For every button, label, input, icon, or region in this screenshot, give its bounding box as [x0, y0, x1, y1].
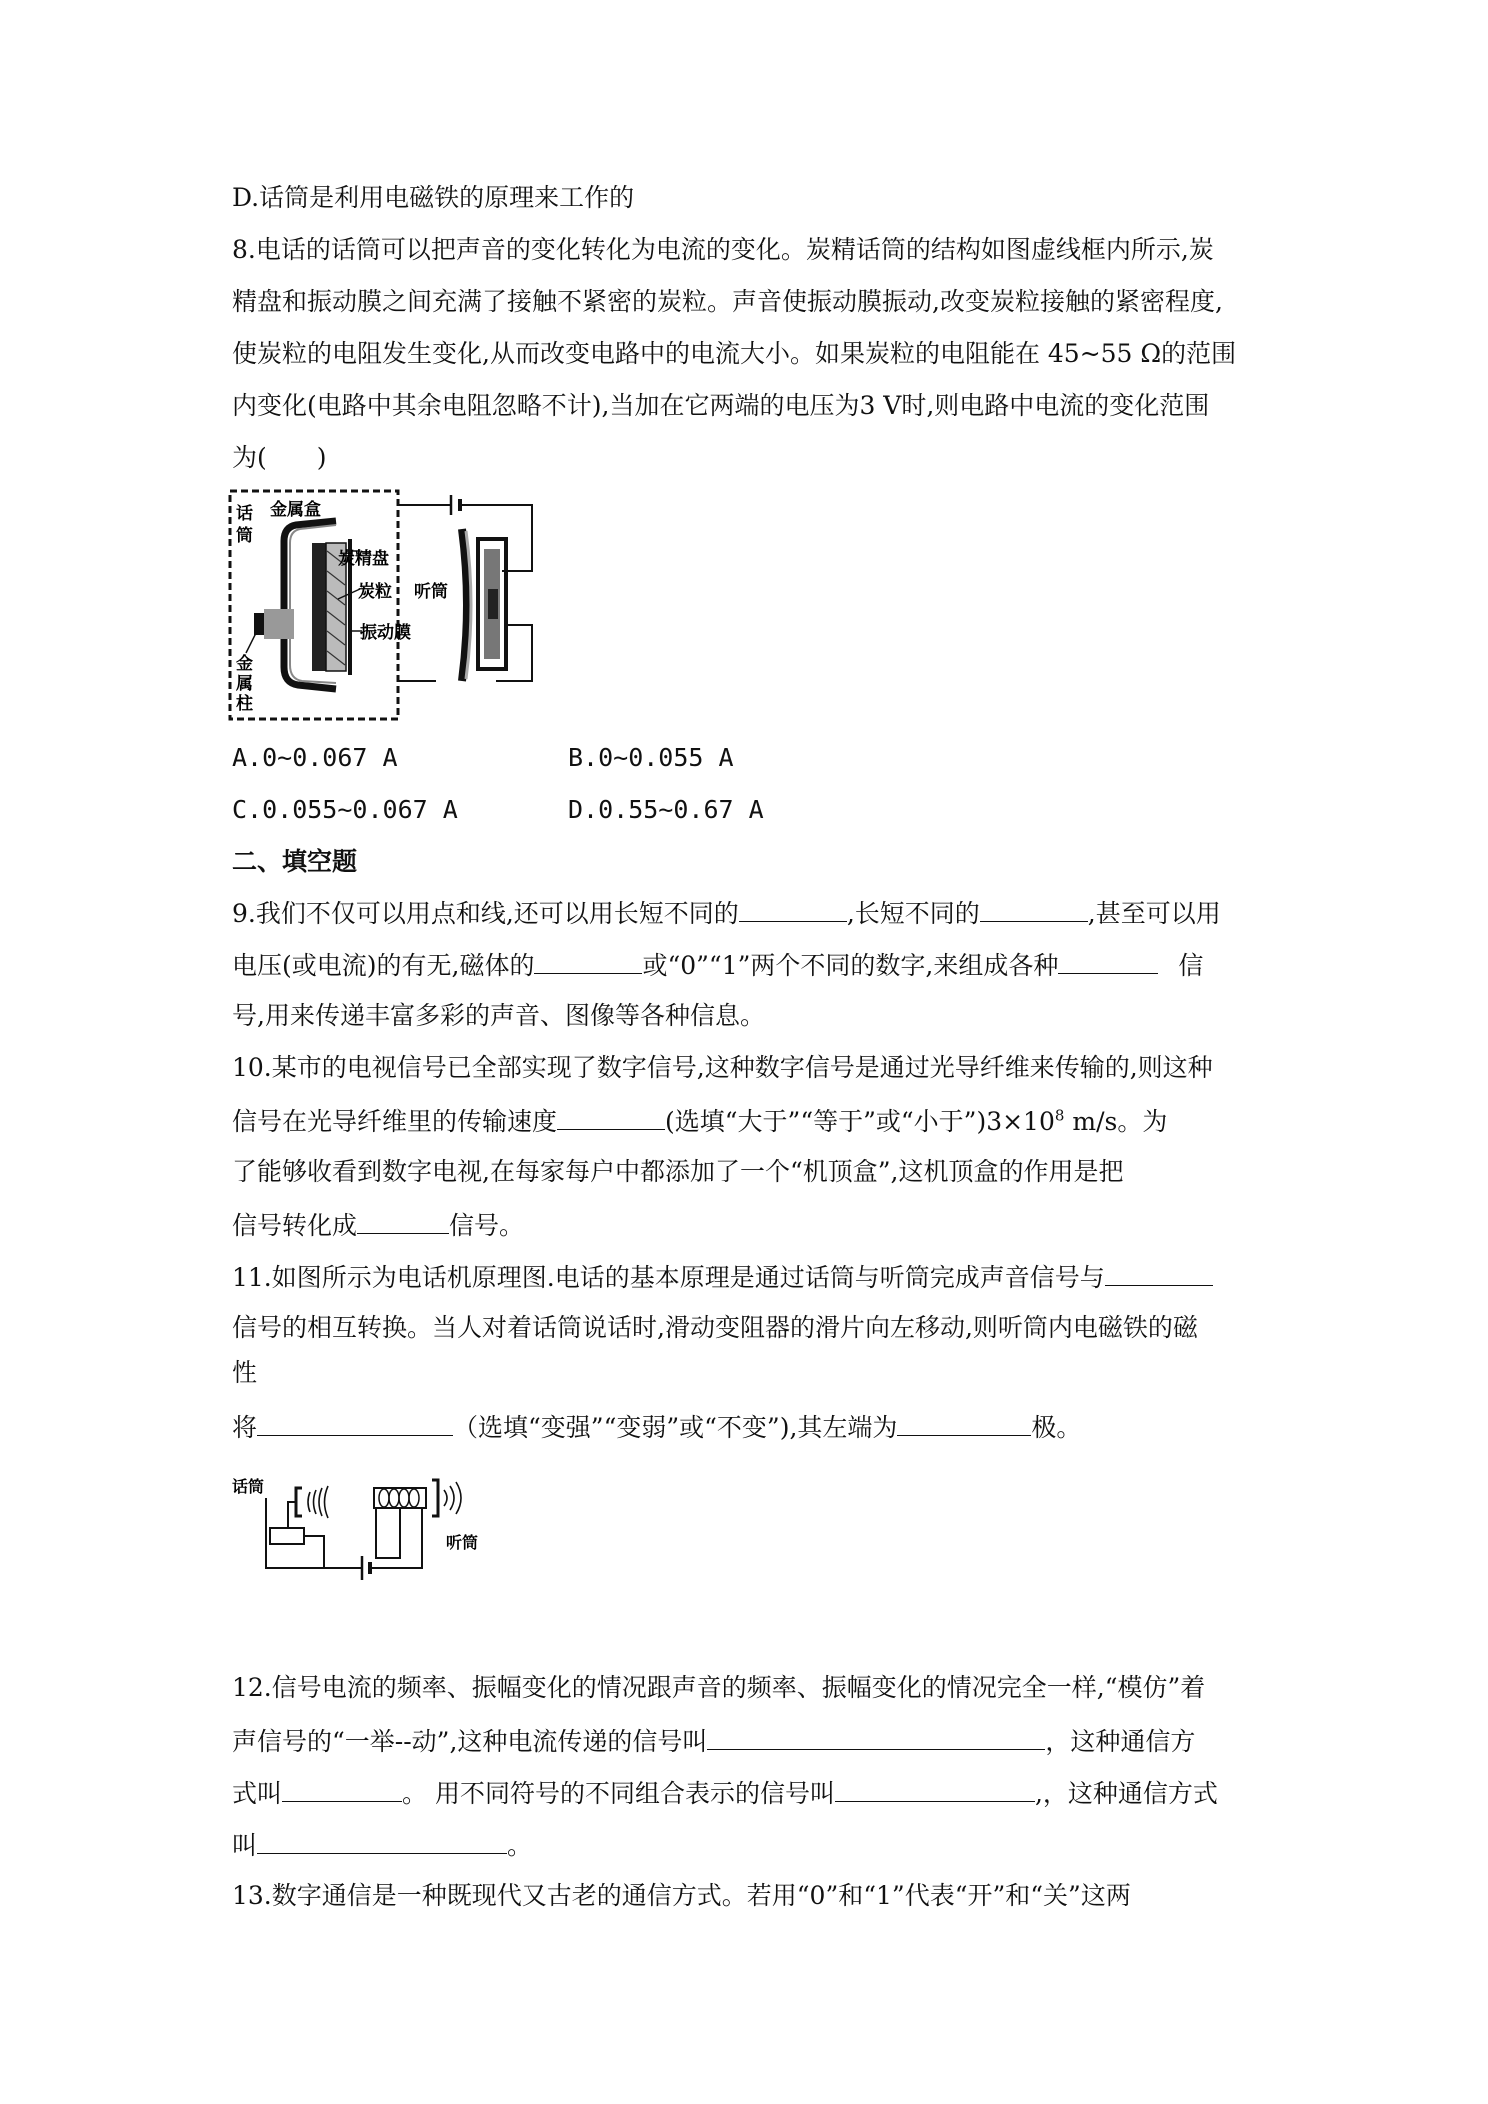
q9-text: 信 [1178, 951, 1204, 980]
fig-label-receiver: 听筒 [446, 1533, 479, 1552]
telephone-circuit-figure [226, 1468, 506, 1592]
q9-blank-4[interactable] [1058, 947, 1158, 974]
q12-blank-4[interactable] [257, 1827, 507, 1854]
q11-text: 11.如图所示为电话机原理图.电话的基本原理是通过话筒与听筒完成声音信号与 [232, 1263, 1105, 1292]
q8-line-4: 内变化(电路中其余电阻忽略不计),当加在它两端的电压为3 V时,则电路中电流的变化范围 [232, 391, 1210, 420]
q11-blank-2[interactable] [257, 1409, 453, 1436]
q8-line-5: 为( ) [232, 443, 327, 472]
fig-label-carbon-disc: 炭精盘 [338, 549, 389, 569]
q9-line-3: 号,用来传递丰富多彩的声音、图像等各种信息。 [232, 1001, 765, 1030]
q10-line-4 [232, 1207, 524, 1243]
q10-blank-2[interactable] [357, 1207, 449, 1234]
q9-text: 9.我们不仅可以用点和线,还可以用长短不同的 [232, 899, 739, 928]
q8-option-b: B.0~0.055 A [568, 743, 734, 772]
q11-blank-1[interactable] [1105, 1259, 1213, 1286]
q12-blank-2[interactable] [282, 1775, 402, 1802]
q11-line-4 [232, 1409, 1081, 1445]
fig-label-metal-post-3: 柱 [236, 694, 253, 714]
q8-line-2: 精盘和振动膜之间充满了接触不紧密的炭粒。声音使振动膜振动,改变炭粒接触的紧密程度, [232, 287, 1223, 316]
q8-line-1: 8.电话的话筒可以把声音的变化转化为电流的变化。炭精话筒的结构如图虚线框内所示,炭 [232, 235, 1214, 264]
fig-label-metal-post-2: 属 [236, 674, 253, 694]
fig-label-diaphragm: 振动膜 [360, 623, 411, 643]
q12-text: 叫 [232, 1831, 258, 1860]
q10-text: 信号在光导纤维里的传输速度 [232, 1107, 558, 1136]
q10-blank-1[interactable] [557, 1103, 665, 1130]
q11-text: 将 [232, 1413, 258, 1442]
q12-text: 。 [507, 1831, 533, 1860]
fig-label-receiver: 听筒 [414, 582, 448, 602]
q7-option-d: D.话筒是利用电磁铁的原理来工作的 [232, 183, 635, 212]
q8-option-c: C.0.055~0.067 A [232, 795, 458, 824]
q9-text: 或“0”“1”两个不同的数字,来组成各种 [642, 951, 1059, 980]
q9-text: 电压(或电流)的有无,磁体的 [232, 951, 535, 980]
q12-blank-3[interactable] [835, 1775, 1035, 1802]
q9-blank-3[interactable] [534, 947, 642, 974]
q10-line-2 [232, 1103, 1167, 1139]
section-title: 二、填空题 [232, 847, 358, 876]
q9-text: ,长短不同的 [846, 899, 980, 928]
fig-label-carbon-grain: 炭粒 [358, 582, 392, 602]
q12-line-1: 12.信号电流的频率、振幅变化的情况跟声音的频率、振幅变化的情况完全一样,“模仿”着 [232, 1673, 1206, 1702]
q10-text: 信号转化成 [232, 1211, 358, 1240]
q9-blank-1[interactable] [739, 895, 847, 922]
q10-text: (选填“大于”“等于”或“小于”)3×10 [665, 1107, 1055, 1136]
q8-option-d: D.0.55~0.67 A [568, 795, 764, 824]
fig-label-mic-2: 筒 [236, 526, 253, 546]
q12-text: 。 用不同符号的不同组合表示的信号叫 [402, 1779, 835, 1808]
q12-text: 式叫 [232, 1779, 283, 1808]
fig-label-mic-1: 话 [236, 504, 253, 524]
q12-text: 声信号的“一举--动”,这种电流传递的信号叫 [232, 1727, 708, 1756]
q11-text: 极。 [1031, 1413, 1082, 1442]
fig-label-metal-box: 金属盒 [270, 500, 321, 520]
q10-text: 信号。 [449, 1211, 525, 1240]
q11-line-3: 性 [232, 1358, 258, 1387]
q13-line-1: 13.数字通信是一种既现代又古老的通信方式。若用“0”和“1”代表“开”和“关”这两 [232, 1881, 1131, 1910]
q10-exponent: 8 [1054, 1106, 1065, 1125]
q12-blank-1[interactable] [707, 1723, 1045, 1750]
q10-line-1: 10.某市的电视信号已全部实现了数字信号,这种数字信号是通过光导纤维来传输的,则这种 [232, 1053, 1213, 1082]
q12-line-3 [232, 1775, 1218, 1811]
q10-line-3: 了能够收看到数字电视,在每家每户中都添加了一个“机顶盒”,这机顶盒的作用是把 [232, 1157, 1124, 1186]
q12-text: ,，这种通信方式 [1034, 1779, 1218, 1808]
q8-line-3: 使炭粒的电阻发生变化,从而改变电路中的电流大小。如果炭粒的电阻能在 45~55 Ω的范围 [232, 339, 1237, 368]
q12-line-4 [232, 1827, 532, 1863]
q11-line-2: 信号的相互转换。当人对着话筒说话时,滑动变阻器的滑片向左移动,则听筒内电磁铁的磁 [232, 1313, 1198, 1342]
q12-line-2 [232, 1723, 1195, 1759]
q11-blank-3[interactable] [897, 1409, 1031, 1436]
q9-blank-2[interactable] [980, 895, 1088, 922]
fig-label-mic: 话筒 [232, 1477, 265, 1496]
q11-text: （选填“变强”“变弱”或“不变”),其左端为 [453, 1413, 898, 1442]
q10-text: m/s。为 [1064, 1107, 1168, 1136]
q9-text: ,甚至可以用 [1087, 899, 1221, 928]
q8-option-a: A.0~0.067 A [232, 743, 398, 772]
q9-line-2 [232, 947, 1203, 983]
q9-line-1 [232, 895, 1221, 931]
carbon-microphone-figure [226, 485, 546, 725]
q11-line-1 [232, 1259, 1213, 1295]
q12-text: ，这种通信方 [1045, 1727, 1196, 1756]
fig-label-metal-post-1: 金 [236, 654, 253, 674]
